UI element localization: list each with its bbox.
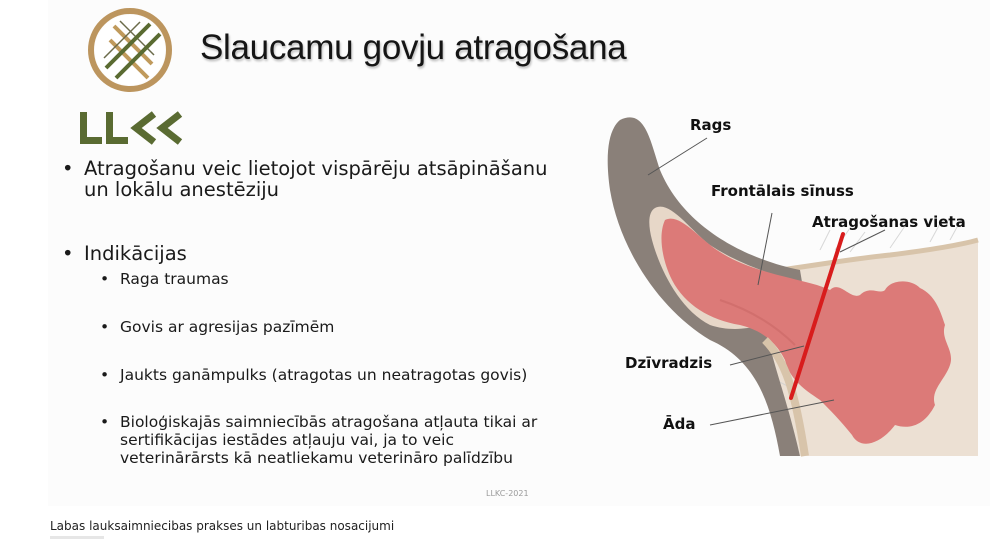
label-dehorning-site: Atragošanas vieta <box>812 213 966 231</box>
horn-cross-section-icon <box>590 100 990 460</box>
slide-title: Slaucamu govju atragošana <box>200 28 627 67</box>
bullet-icon: • <box>100 366 110 384</box>
bullet-text: Raga traumas <box>120 270 229 288</box>
bullet-text: Atragošanu veic lietojot vispārēju atsāpināšanu <box>84 157 548 180</box>
slide-footer-code: LLKC-2021 <box>486 489 529 498</box>
bullet-icon: • <box>62 242 74 265</box>
logo-emblem-icon <box>78 6 188 152</box>
llkc-logo <box>78 6 188 152</box>
bullet-text: un lokālu anestēziju <box>84 178 280 201</box>
horn-anatomy-diagram <box>590 100 990 460</box>
bullet-text: Jaukts ganāmpulks (atragotas un neatragotas govis) <box>120 366 528 384</box>
page-caption: Labas lauksaimniecibas prakses un labturibas nosacijumi <box>50 519 395 533</box>
label-skin: Āda <box>663 415 696 433</box>
label-horn: Rags <box>690 116 732 134</box>
bullet-text: Indikācijas <box>84 242 187 265</box>
bullet-text: Bioloģiskajās saimniecībās atragošana atļauta tikai ar <box>120 413 538 431</box>
label-frontal-sinus: Frontālais sīnuss <box>711 182 854 200</box>
bullet-text: veterinārārsts kā neatliekamu veterināro palīdzību <box>120 449 513 467</box>
bullet-text: sertifikācijas iestādes atļauju vai, ja to veic <box>120 431 454 449</box>
bullet-icon: • <box>100 318 110 336</box>
bullet-icon: • <box>100 413 110 431</box>
bullet-text: Govis ar agresijas pazīmēm <box>120 318 335 336</box>
caption-underline <box>50 536 104 539</box>
label-corium: Dzīvradzis <box>625 354 713 372</box>
bullet-icon: • <box>62 157 74 180</box>
bullet-icon: • <box>100 270 110 288</box>
